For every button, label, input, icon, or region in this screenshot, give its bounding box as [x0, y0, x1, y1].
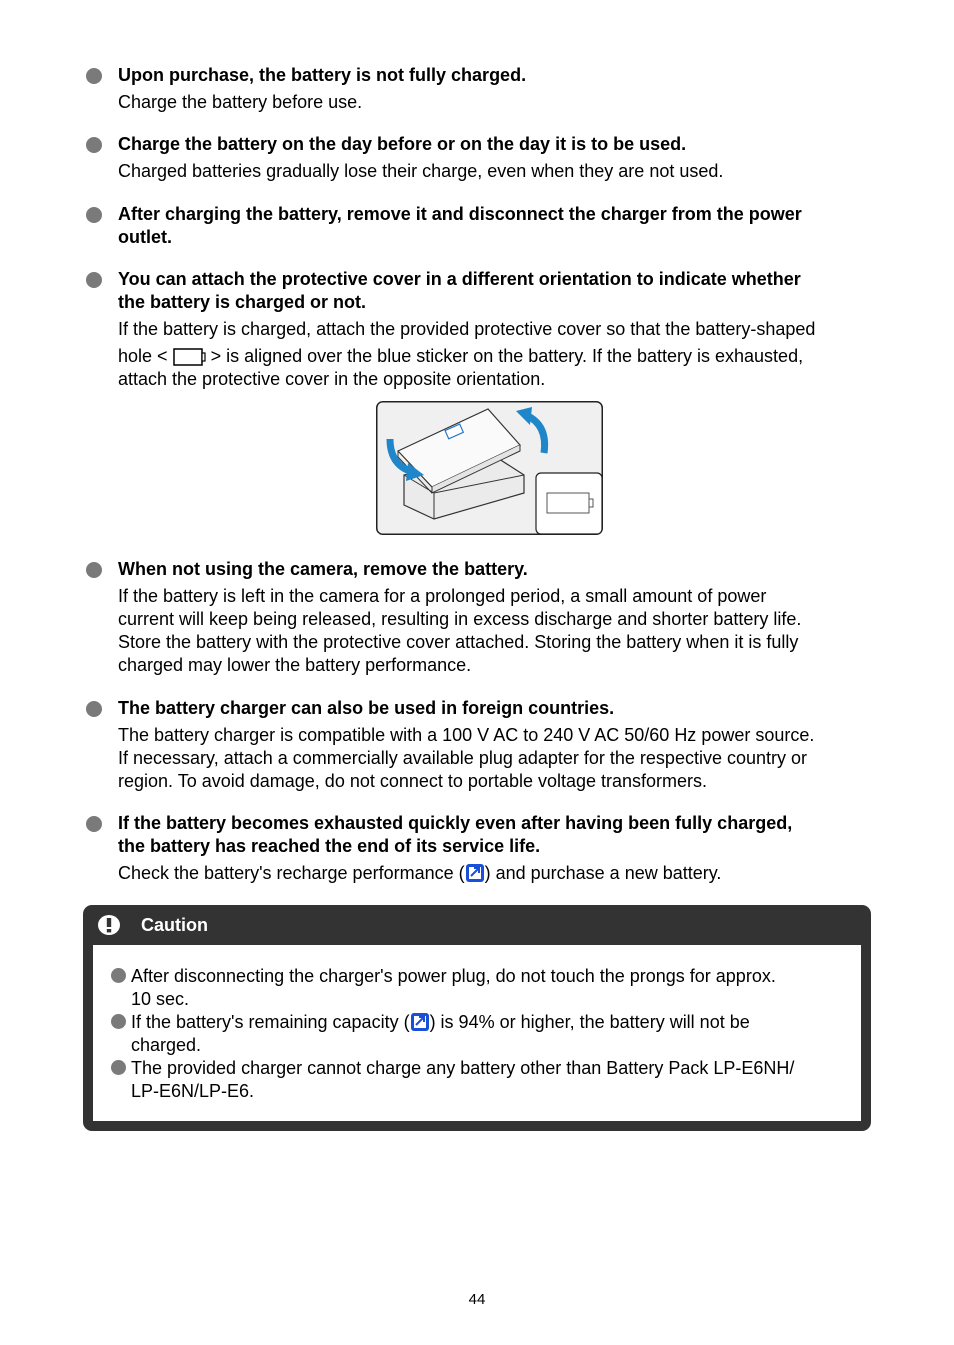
- body-line: [118, 345, 878, 368]
- bullet-dot: [86, 701, 102, 717]
- heading-line: The battery charger can also be used in foreign countries.: [118, 698, 615, 718]
- text-fragment: If the battery's remaining capacity (: [131, 1012, 410, 1032]
- body-line: attach the protective cover in the opposite orientation.: [118, 369, 546, 389]
- bullet-dot: [86, 562, 102, 578]
- body-line: If the battery is charged, attach the provided protective cover so that the battery-shaped: [118, 319, 816, 339]
- item-body: [118, 91, 878, 114]
- body-line: Charge the battery before use.: [118, 92, 363, 112]
- bullet-dot: [111, 1060, 126, 1075]
- bullet-dot: [111, 968, 126, 983]
- body-line: region. To avoid damage, do not connect to portable voltage transformers.: [118, 771, 708, 791]
- item-body: [118, 318, 878, 391]
- caution-header: [83, 905, 871, 945]
- body-line: charged may lower the battery performance.: [118, 655, 472, 675]
- page-link-icon[interactable]: [410, 1012, 430, 1032]
- text-fragment: hole <: [118, 346, 168, 366]
- item-heading: [118, 133, 878, 156]
- bullet-dot: [86, 816, 102, 832]
- battery-hole-icon: [173, 348, 206, 366]
- exclamation-icon: [97, 914, 121, 936]
- body-line: The battery charger is compatible with a 100 V AC to 240 V AC 50/60 Hz power source.: [118, 725, 815, 745]
- heading-line: the battery is charged or not.: [118, 292, 367, 312]
- item-body: [118, 585, 878, 677]
- heading-line: outlet.: [118, 227, 172, 247]
- battery-cover-illustration-svg: [376, 401, 603, 535]
- bullet-dot: [86, 137, 102, 153]
- heading-line: You can attach the protective cover in a different orientation to indicate whether: [118, 269, 801, 289]
- caution-box: [83, 905, 871, 1131]
- heading-line: When not using the camera, remove the battery.: [118, 559, 528, 579]
- bullet-dot: [86, 68, 102, 84]
- item-body: [118, 862, 878, 885]
- bullet-dot: [86, 272, 102, 288]
- bullet-dot: [86, 207, 102, 223]
- page-number: 44: [468, 1291, 486, 1308]
- item-heading: [118, 203, 878, 249]
- text-fragment: ) and purchase a new battery.: [484, 863, 722, 883]
- text-fragment: Check the battery's recharge performance (: [118, 863, 465, 883]
- page-link-icon[interactable]: [465, 863, 485, 883]
- battery-cover-illustration: [376, 401, 603, 535]
- body-line: Store the battery with the protective cover attached. Storing the battery when it is fully: [118, 632, 799, 652]
- item-heading: [118, 812, 878, 858]
- caution-title: Caution: [141, 915, 208, 935]
- body-line: LP-E6N/LP-E6.: [131, 1081, 255, 1101]
- heading-line: the battery has reached the end of its service life.: [118, 836, 541, 856]
- body-line: After disconnecting the charger's power plug, do not touch the prongs for approx.: [131, 966, 776, 986]
- text-fragment: ) is 94% or higher, the battery will not be: [429, 1012, 750, 1032]
- body-line: current will keep being released, resulting in excess discharge and shorter battery life.: [118, 609, 802, 629]
- caution-item: [131, 965, 851, 1011]
- body-line: charged.: [131, 1035, 202, 1055]
- body-line: If necessary, attach a commercially available plug adapter for the respective country or: [118, 748, 808, 768]
- heading-line: After charging the battery, remove it and disconnect the charger from the power: [118, 204, 802, 224]
- body-line: 10 sec.: [131, 989, 190, 1009]
- body-line: The provided charger cannot charge any battery other than Battery Pack LP-E6NH/: [131, 1058, 795, 1078]
- body-line: If the battery is left in the camera for a prolonged period, a small amount of power: [118, 586, 767, 606]
- item-heading: [118, 268, 878, 314]
- item-body: [118, 160, 878, 183]
- caution-item: [131, 1057, 851, 1103]
- heading-line: Upon purchase, the battery is not fully charged.: [118, 65, 527, 85]
- heading-line: Charge the battery on the day before or on the day it is to be used.: [118, 134, 687, 154]
- heading-line: If the battery becomes exhausted quickly even after having been fully charged,: [118, 813, 793, 833]
- item-heading: [118, 697, 878, 720]
- text-fragment: > is aligned over the blue sticker on the battery. If the battery is exhausted,: [210, 346, 804, 366]
- caution-body: [93, 945, 861, 1121]
- item-heading: [118, 558, 878, 581]
- caution-item: [131, 1011, 851, 1057]
- item-body: [118, 724, 878, 793]
- item-heading: [118, 64, 878, 87]
- body-line: [131, 1011, 851, 1034]
- bullet-dot: [111, 1014, 126, 1029]
- body-line: [118, 862, 878, 885]
- body-line: Charged batteries gradually lose their charge, even when they are not used.: [118, 161, 724, 181]
